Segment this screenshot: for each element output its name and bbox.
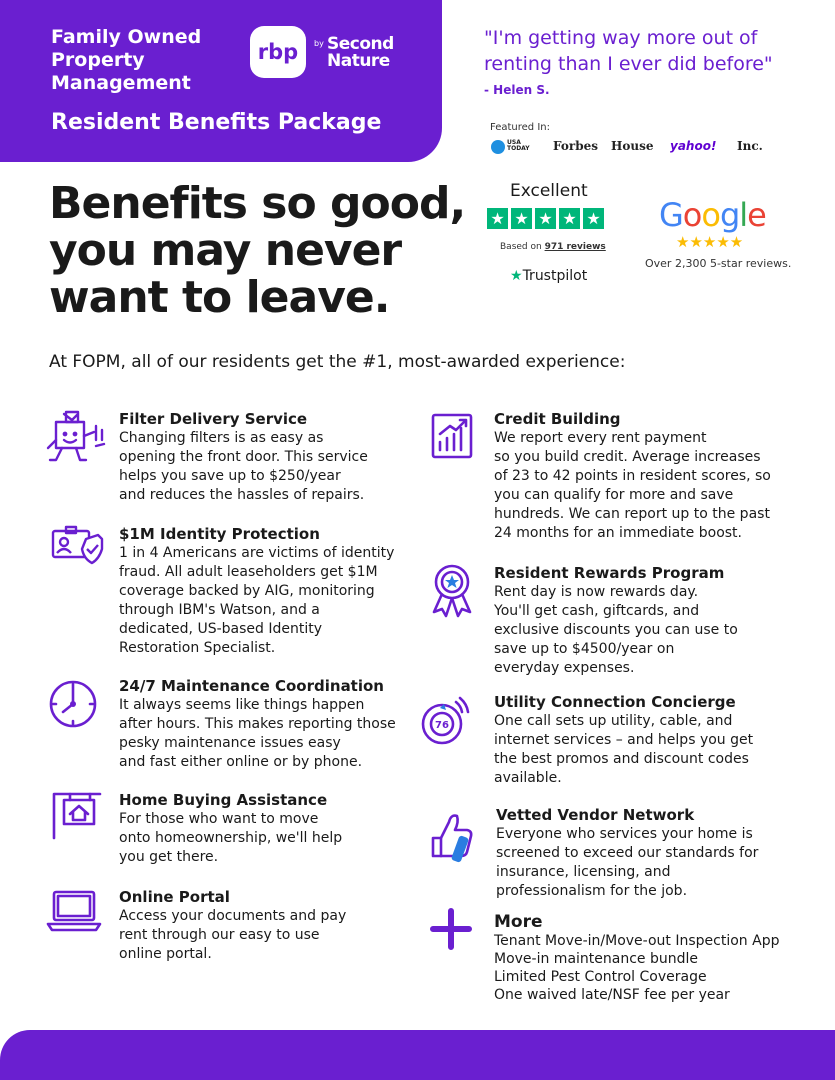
benefit-text: Everyone who services your home is screened to exceed our standards for insurance, licensing, and professionalism for the job. (496, 826, 759, 899)
benefit-title: Vetted Vendor Network (496, 806, 695, 824)
google-logo-letter: o (701, 196, 720, 234)
second-nature-brand (327, 36, 394, 70)
benefit-text: Changing filters is as easy as opening the front door. This service helps you save up to $250/year and reduces the hassles of repairs. (119, 430, 368, 503)
benefit-title: Resident Rewards Program (494, 564, 725, 582)
benefit-credit-building (494, 410, 771, 543)
benefit-more (494, 913, 779, 1004)
intro-text: At FOPM, all of our residents get the #1, most-awarded experience: (49, 352, 626, 372)
benefit-online-portal (119, 888, 346, 964)
benefit-vendor-network (496, 806, 758, 901)
google-logo-letter: e (747, 196, 766, 234)
star-icon: ★ (511, 208, 532, 229)
benefit-title: Utility Connection Concierge (494, 693, 736, 711)
company-line: Family Owned (51, 26, 202, 48)
benefit-filter-delivery (119, 410, 368, 505)
featured-label: Featured In: (490, 122, 550, 133)
list-item: One waived late/NSF fee per year (494, 987, 730, 1003)
benefit-text: Access your documents and pay rent through our easy to use online portal. (119, 908, 347, 962)
list-item: Move-in maintenance bundle (494, 951, 698, 967)
google-stars: ★★★★★ (676, 233, 744, 251)
list-item: Limited Pest Control Coverage (494, 969, 707, 985)
thumbs-up-icon (425, 808, 477, 864)
headline-line: you may never (49, 225, 402, 276)
benefit-identity-protection (119, 525, 394, 658)
filter-box-icon (44, 410, 110, 466)
brand-line: Second (327, 34, 394, 54)
yahoo-logo: yahoo! (670, 139, 717, 153)
google-reviews: Over 2,300 5-star reviews. (645, 257, 792, 270)
google-logo-letter: G (659, 196, 683, 234)
rbp-logo-text: rbp (257, 40, 299, 64)
package-title: Resident Benefits Package (51, 110, 382, 135)
rbp-logo (250, 26, 306, 78)
trustpilot-logo-text: Trustpilot (522, 268, 588, 284)
benefit-utility-concierge (494, 693, 753, 788)
benefit-title: Filter Delivery Service (119, 410, 308, 428)
benefit-title: $1M Identity Protection (119, 525, 320, 543)
benefit-text: We report every rent payment so you build credit. Average increases of 23 to 42 points in resident scores, so you can qualify for more and save hundreds. We can report up to the past 24 months for an immediate boost. (494, 430, 771, 541)
star-icon: ★ (559, 208, 580, 229)
usa-today-text (507, 140, 530, 152)
benefit-text: 1 in 4 Americans are victims of identity fraud. All adult leaseholders get $1M coverage backed by AIG, monitoring through IBM's Watson, and a dedicated, US-based Identity Restoration Specialist. (119, 545, 395, 656)
trustpilot-rating-word: Excellent (510, 181, 588, 201)
company-line: Property (51, 49, 145, 71)
bar-chart-icon (430, 412, 474, 460)
award-ribbon-icon (428, 562, 476, 618)
trustpilot-logo (510, 268, 587, 284)
benefit-maintenance-coordination (119, 677, 396, 772)
benefit-title: More (494, 912, 543, 932)
thermostat-icon (420, 694, 470, 746)
thermostat-reading: 76 (435, 720, 449, 731)
footer-band (0, 1030, 835, 1080)
benefit-home-buying (119, 791, 342, 867)
star-icon: ★ (583, 208, 604, 229)
based-prefix: Based on (500, 242, 542, 252)
forbes-logo: Forbes (553, 139, 598, 153)
usa-today-logo-icon (491, 140, 505, 154)
list-item: Tenant Move-in/Move-out Inspection App (494, 933, 780, 949)
trustpilot-review-count (500, 242, 606, 252)
headline-line: Benefits so good, (49, 178, 466, 229)
benefit-title: Home Buying Assistance (119, 791, 328, 809)
benefit-text: It always seems like things happen after hours. This makes reporting those pesky maintenance issues easy and fast either online or by phone. (119, 697, 396, 770)
plus-icon (430, 908, 472, 950)
company-line: Management (51, 72, 191, 94)
benefit-text: For those who want to move onto homeownership, we'll help you get there. (119, 811, 343, 865)
benefit-text: Rent day is now rewards day. You'll get cash, giftcards, and exclusive discounts you can use to save up to $4500/year on everyday expenses. (494, 584, 738, 676)
headline (49, 180, 465, 321)
byline: by (314, 39, 324, 48)
star-icon: ★ (535, 208, 556, 229)
benefit-title: Online Portal (119, 888, 230, 906)
id-shield-icon (50, 525, 104, 565)
trustpilot-star-icon: ★ (510, 268, 523, 284)
google-logo-letter: l (739, 196, 748, 234)
trustpilot-stars (487, 208, 604, 229)
inc-logo: Inc. (737, 139, 763, 153)
testimonial-author: - Helen S. (484, 83, 550, 97)
usa-line: USA (507, 139, 521, 146)
house-sign-icon (50, 790, 102, 840)
quote-line: renting than I ever did before" (484, 53, 773, 75)
usa-line: TODAY (507, 145, 530, 152)
google-logo-letter: o (682, 196, 702, 234)
google-logo-letter: g (719, 196, 740, 234)
company-name (51, 26, 201, 95)
benefit-resident-rewards (494, 564, 738, 678)
reviews-link[interactable]: 971 reviews (544, 242, 606, 252)
headline-line: want to leave. (49, 272, 390, 323)
laptop-icon (46, 888, 102, 932)
clock-icon (47, 678, 99, 730)
benefit-title: Credit Building (494, 410, 621, 428)
quote-line: "I'm getting way more out of (484, 27, 758, 49)
brand-line: Nature (327, 51, 390, 71)
testimonial-quote (484, 25, 824, 77)
more-list (494, 932, 779, 1004)
house-logo: House (611, 139, 654, 153)
google-logo (659, 196, 766, 234)
star-icon: ★ (487, 208, 508, 229)
benefit-text: One call sets up utility, cable, and internet services – and helps you get the best promos and discount codes available. (494, 713, 754, 786)
benefit-title: 24/7 Maintenance Coordination (119, 677, 384, 695)
